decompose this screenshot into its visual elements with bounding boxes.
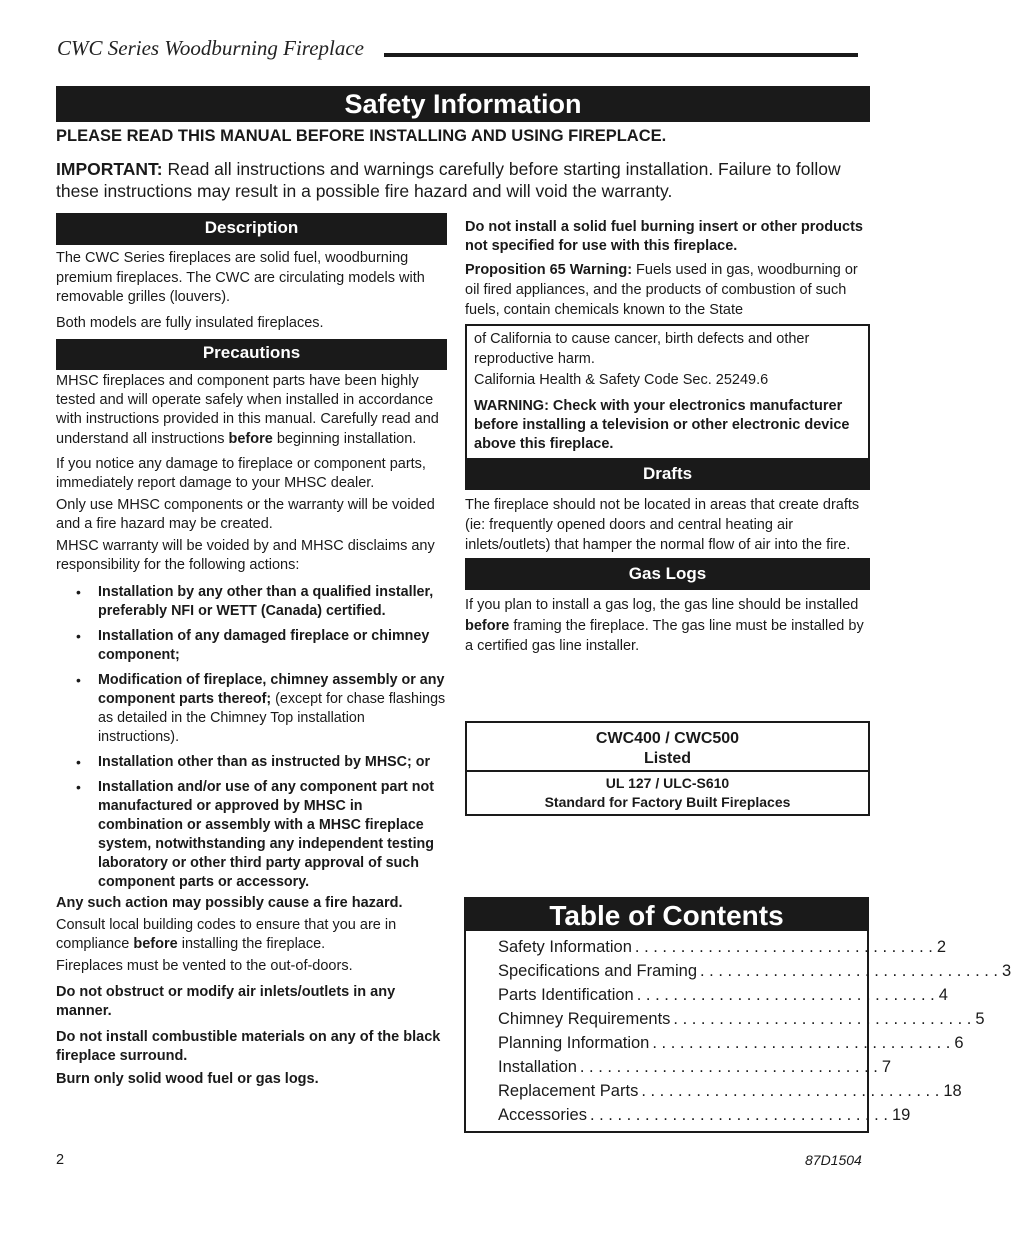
code-section: California Health & Safety Code Sec. 25249.6 — [474, 372, 769, 388]
toc-leader-dots: . . . . . . . . . . . . . . . . . . . . . . . . . . . . . . . . . — [673, 1010, 972, 1028]
gas-logs-paragraph: If you plan to install a gas log, the gas line should be installed before framing the fireplace. The gas line must be installed by a certified gas line installer. — [465, 597, 864, 654]
document-code: 87D1504 — [805, 1152, 862, 1168]
toc-entry[interactable] — [498, 1079, 962, 1103]
description-paragraph: The CWC Series fireplaces are solid fuel, woodburning premium fireplaces. The CWC are circulating models with removable grilles (louvers). — [56, 250, 425, 305]
toc-entry-page: 4 — [938, 986, 948, 1004]
vented-note: Fireplaces must be vented to the out-of-doors. — [56, 958, 353, 975]
burn-only-warning: Burn only solid wood fuel or gas logs. — [56, 1070, 319, 1087]
toc-entry-page: 2 — [936, 938, 947, 956]
table-of-contents — [464, 897, 1011, 1133]
list-item: • Installation of any damaged fireplace or chimney component; — [76, 627, 430, 663]
listing-box — [465, 721, 870, 816]
toc-entry-page: 6 — [954, 1034, 964, 1052]
toc-entry[interactable] — [498, 935, 947, 959]
electronics-warning: WARNING: Check with your electronics manufacturer before installing a television or other electronic device above this fireplace. — [474, 397, 850, 452]
bullet-icon: • — [76, 583, 81, 600]
no-obstruct-warning: Do not obstruct or modify air inlets/outlets in any manner. — [56, 983, 396, 1020]
precautions-text: MHSC fireplaces and component parts have been highly tested and will operate safely when installed in accordance with instructions provided in this manual. Carefully read and understand all instructions — [56, 373, 439, 447]
model-numbers: CWC400 / CWC500 — [595, 730, 740, 747]
toc-entry[interactable] — [498, 983, 948, 1007]
right-column — [465, 218, 870, 656]
toc-entry-label: Accessories — [498, 1106, 587, 1124]
no-insert-warning: Do not install a solid fuel burning insert or other products not specified for use with this fireplace. — [465, 219, 863, 254]
prop65-box — [465, 324, 870, 458]
prop65-continued: of California to cause cancer, birth defects and other reproductive harm. — [474, 331, 810, 367]
important-notice — [56, 158, 870, 202]
toc-entry-page: 19 — [891, 1106, 911, 1124]
toc-leader-dots: . . . . . . . . . . . . . . . . . . . . . . . . . . . . . . . . . — [700, 962, 998, 980]
page-number: 2 — [56, 1152, 65, 1168]
list-item: • Installation other than as instructed by MHSC; or — [76, 753, 431, 770]
toc-entry-label: Parts Identification — [498, 986, 634, 1004]
standard-code: UL 127 / ULC-S610 — [605, 775, 730, 791]
standard-name: Standard for Factory Built Fireplaces — [544, 794, 791, 810]
toc-leader-dots: . . . . . . . . . . . . . . . . . . . . . . . . . . . . . . . . . — [636, 986, 935, 1004]
toc-entry[interactable] — [498, 1031, 964, 1055]
bullet-icon: • — [76, 753, 81, 770]
toc-entry[interactable] — [498, 1007, 985, 1031]
running-title: CWC Series Woodburning Fireplace — [57, 36, 365, 60]
toc-list — [498, 935, 1011, 1127]
prop65-label: Proposition 65 Warning: — [465, 262, 633, 278]
toc-leader-dots: . . . . . . . . . . . . . . . . . . . . . . . . . . . . . . . . . — [641, 1082, 940, 1100]
bullet-icon: • — [76, 627, 81, 644]
toc-entry-label: Planning Information — [498, 1034, 650, 1052]
description-heading: Description — [56, 213, 447, 245]
voided-actions-list — [56, 583, 447, 892]
precautions-heading: Precautions — [56, 339, 447, 370]
before-emphasis: before — [228, 430, 273, 447]
toc-entry[interactable] — [498, 959, 1011, 983]
listing-models — [467, 723, 868, 772]
toc-entry-page: 3 — [1002, 962, 1011, 980]
drafts-heading: Drafts — [465, 458, 870, 490]
toc-leader-dots: . . . . . . . . . . . . . . . . . . . . . . . . . . . . . . . . . — [589, 1106, 888, 1124]
toc-title: Table of Contents — [466, 899, 867, 931]
toc-entry-label: Chimney Requirements — [498, 1010, 671, 1028]
toc-leader-dots: . . . . . . . . . . . . . . . . . . . . . . . . . . . . . . . . . — [579, 1058, 878, 1076]
warranty-paragraph: MHSC warranty will be voided by and MHSC disclaims any responsibility for the following actions: — [56, 537, 435, 573]
no-combustible-warning: Do not install combustible materials on any of the black fireplace surround. — [56, 1028, 441, 1065]
toc-entry-label: Installation — [498, 1058, 577, 1076]
fire-hazard-warning: Any such action may possibly cause a fire hazard. — [56, 894, 403, 911]
gas-logs-heading: Gas Logs — [465, 558, 870, 590]
prop65-paragraph: Proposition 65 Warning: Fuels used in gas, woodburning or oil fired appliances, and the products of combustion of such fuels, contain chemicals known to the State — [465, 262, 858, 318]
damage-paragraph: If you notice any damage to fireplace or component parts, immediately report damage to your MHSC dealer. — [56, 455, 426, 491]
toc-entry[interactable] — [498, 1055, 892, 1079]
list-item: • Modification of fireplace, chimney assembly or any component parts thereof; (except for chase flashings as detailed in the Chimney Top installation instructions). — [76, 671, 446, 745]
listing-standard — [467, 772, 868, 814]
toc-entry-label: Specifications and Framing — [498, 962, 698, 980]
precautions-text-end: beginning installation. — [272, 430, 417, 447]
precautions-paragraph — [56, 372, 447, 449]
listed-label: Listed — [643, 750, 692, 767]
toc-entry-label: Safety Information — [498, 938, 632, 956]
toc-leader-dots: . . . . . . . . . . . . . . . . . . . . . . . . . . . . . . . . . — [652, 1034, 951, 1052]
list-item: • Installation and/or use of any component part not manufactured or approved by MHSC in combination or assembly with a MHSC fireplace system, notwithstanding any independent testing laboratory or other third party approval of such component parts or accessory. — [76, 778, 435, 890]
toc-leader-dots: . . . . . . . . . . . . . . . . . . . . . . . . . . . . . . . . . — [634, 938, 933, 956]
read-manual-notice: PLEASE READ THIS MANUAL BEFORE INSTALLING AND USING FIREPLACE. — [56, 127, 667, 145]
toc-entry-page: 5 — [975, 1010, 985, 1028]
drafts-paragraph: The fireplace should not be located in areas that create drafts (ie: frequently opened doors and central heating air inlets/outlets) that hamper the normal flow of air into the fire. — [465, 496, 860, 554]
bullet-icon: • — [76, 671, 81, 688]
toc-entry[interactable] — [498, 1103, 911, 1127]
page-title: Safety Information — [56, 86, 870, 122]
bullet-icon: • — [76, 778, 81, 795]
left-column — [56, 213, 447, 1089]
toc-entry-page: 18 — [943, 1082, 962, 1100]
toc-entry-label: Replacement Parts — [498, 1082, 639, 1100]
important-label: IMPORTANT: — [56, 159, 163, 179]
list-item: • Installation by any other than a qualified installer, preferably NFI or WETT (Canada) certified. — [76, 583, 434, 619]
insulated-note: Both models are fully insulated fireplaces. — [56, 314, 324, 331]
important-text: Read all instructions and warnings carefully before starting installation. Failure to follow these instructions may result in a possible fire hazard and will void the warranty. — [56, 159, 841, 201]
building-codes-paragraph: Consult local building codes to ensure that you are in compliance before installing the fireplace. — [56, 917, 397, 953]
toc-entry-page: 7 — [881, 1058, 892, 1076]
header-rule — [384, 53, 858, 57]
components-paragraph: Only use MHSC components or the warranty will be voided and a fire hazard may be created. — [56, 496, 435, 532]
